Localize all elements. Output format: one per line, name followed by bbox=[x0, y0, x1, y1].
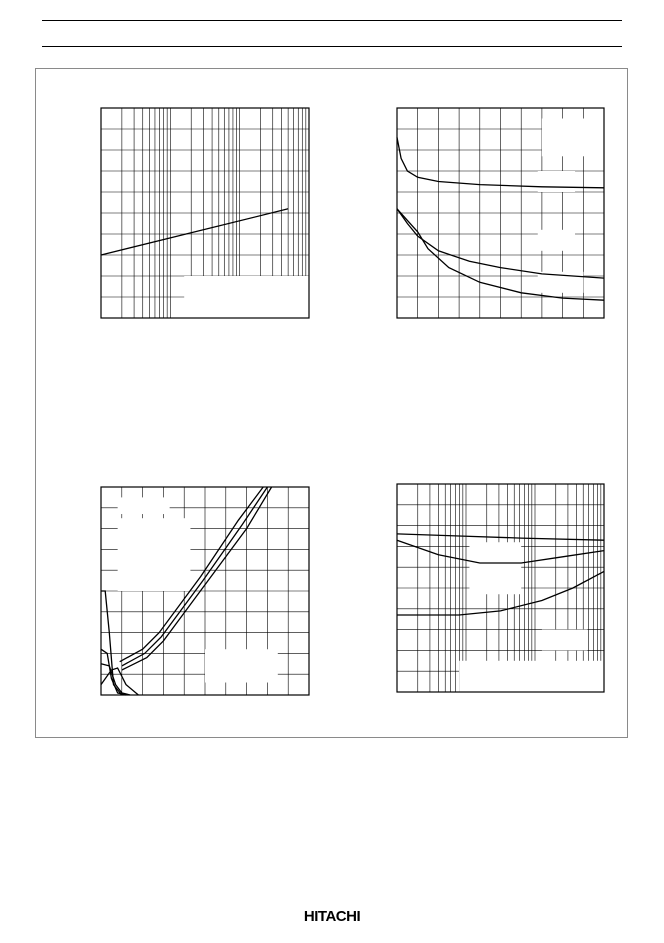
label-area bbox=[542, 119, 604, 157]
label-area bbox=[469, 542, 521, 594]
chart-top-right bbox=[397, 108, 604, 318]
label-area bbox=[459, 661, 604, 692]
label-area bbox=[538, 171, 575, 192]
chart-bottom-right bbox=[397, 484, 604, 692]
label-area bbox=[205, 649, 278, 682]
chart-top-left bbox=[101, 108, 309, 318]
label-area bbox=[118, 497, 170, 514]
series-line-1 bbox=[101, 209, 288, 255]
label-area bbox=[542, 630, 588, 651]
header-rule-bottom bbox=[42, 46, 622, 47]
chart-bottom-left bbox=[101, 487, 309, 695]
header-rule-top bbox=[42, 20, 622, 21]
brand-logo: HITACHI bbox=[303, 908, 361, 925]
label-area bbox=[538, 230, 575, 251]
series-line-1 bbox=[397, 534, 604, 540]
label-area bbox=[118, 518, 191, 591]
label-area bbox=[184, 276, 309, 318]
series-line-5 bbox=[101, 649, 126, 695]
